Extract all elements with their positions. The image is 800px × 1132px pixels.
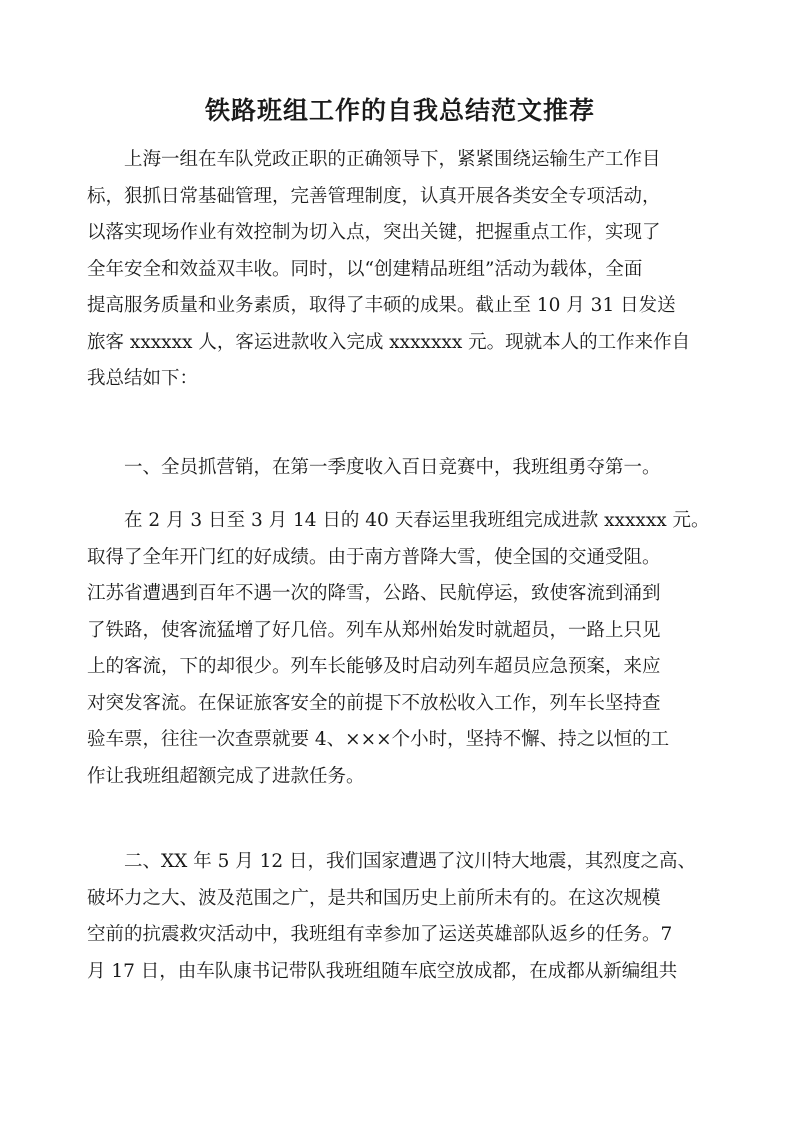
text-line: 我总结如下： — [87, 368, 199, 389]
text-line: 取得了全年开门红的好成绩。由于南方普降大雪，使全国的交通受阻。 — [87, 546, 661, 568]
text-line: 二、XX 年 5 月 12 日，我们国家遭遇了汶川特大地震，其烈度之高、 — [124, 851, 697, 872]
text-line: 月 17 日，由车队康书记带队我班组随车底空放成都，在成都从新编组共 — [87, 960, 678, 982]
text-line: 验车票，往往一次查票就要 4、×××个小时，坚持不懈、持之以恒的工 — [87, 729, 670, 750]
document-title: 铁路班组工作的自我总结范文推荐 — [204, 96, 595, 125]
text-line: 一、全员抓营销，在第一季度收入百日竞赛中，我班组勇夺第一。 — [124, 457, 661, 478]
text-line: 破坏力之大、波及范围之广，是共和国历史上前所未有的。在这次规模 — [87, 887, 661, 909]
text-line: 对突发客流。在保证旅客安全的前提下不放松收入工作，列车长坚持查 — [87, 692, 661, 714]
text-line: 空前的抗震救灾活动中，我班组有幸参加了运送英雄部队返乡的任务。7 — [87, 924, 673, 945]
section-heading-1 — [87, 450, 717, 487]
text-line: 以落实现场作业有效控制为切入点，突出关键，把握重点工作，实现了 — [87, 222, 661, 243]
paragraph-intro — [87, 142, 717, 398]
text-line: 上的客流，下的却很少。列车长能够及时启动列车超员应急预案，来应 — [87, 656, 661, 677]
text-line: 上海一组在车队党政正职的正确领导下，紧紧围绕运输生产工作目 — [124, 149, 661, 170]
text-line: 标，狠抓日常基础管理，完善管理制度，认真开展各类安全专项活动， — [87, 185, 661, 207]
paragraph-earthquake — [87, 844, 717, 990]
text-line: 全年安全和效益双丰收。同时，以“创建精品班组”活动为载体，全面 — [87, 258, 643, 280]
text-line: 了铁路，使客流猛增了好几倍。列车从郑州始发时就超员，一路上只见 — [87, 619, 661, 641]
text-line: 在 2 月 3 日至 3 月 14 日的 40 天春运里我班组完成进款 xxxxxx 元。 — [124, 510, 710, 531]
text-line: 江苏省遭遇到百年不遇一次的降雪，公路、民航停运，致使客流到涌到 — [87, 583, 661, 604]
text-line: 提高服务质量和业务素质，取得了丰硕的成果。截止至 10 月 31 日发送 — [87, 295, 676, 316]
text-line: 作让我班组超额完成了进款任务。 — [87, 765, 365, 787]
paragraph-spring-transport — [87, 503, 717, 795]
text-line: 旅客 xxxxxx 人，客运进款收入完成 xxxxxxx 元。现就本人的工作来作自 — [87, 331, 691, 353]
